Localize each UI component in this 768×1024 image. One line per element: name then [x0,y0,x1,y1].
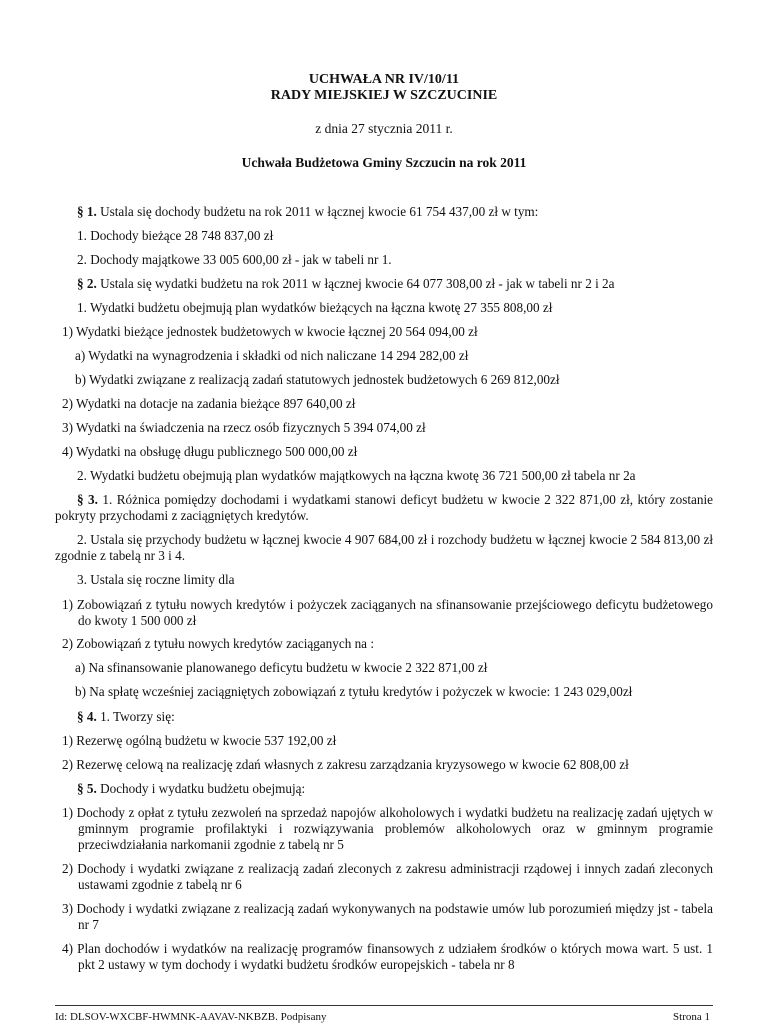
page-number: Strona 1 [673,1011,710,1023]
council-name: RADY MIEJSKIEJ W SZCZUCINIE [270,88,498,103]
section-mark: § 4. [77,709,97,724]
paragraph-text: Dochody i wydatku budżetu obejmują: [100,781,306,796]
list-item: 3) Dochody i wydatki związane z realizacją zadań wykonywanych na podstawie umów lub porozumień między jst - tabela nr 7 [62,901,713,932]
list-item: 1) Zobowiązań z tytułu nowych kredytów i pożyczek zaciąganych na sfinansowanie przejściowego deficytu budżetowego do kwoty 1 500 000 zł [62,597,713,628]
list-item: 4) Plan dochodów i wydatków na realizację programów finansowych z udziałem środków o których mowa wart. 5 ust. 1 pkt 2 ustawy w tym dochody i wydatki budżetu środków europejskich - tabela nr 8 [62,941,713,972]
footer-divider [55,1005,713,1006]
section-mark: § 2. [77,276,97,291]
paragraph-5 [77,781,305,797]
paragraph-4 [77,709,175,725]
paragraph-text: Ustala się wydatki budżetu na rok 2011 w łącznej kwocie 64 077 308,00 zł - jak w tabeli nr 2 i 2a [100,276,615,291]
list-item: 2) Rezerwę celową na realizację zdań własnych z zakresu zarządzania kryzysowego w kwocie 62 808,00 zł [62,757,629,772]
resolution-subtitle: Uchwała Budżetowa Gminy Szczucin na rok 2011 [241,155,527,170]
list-item: 3. Ustala się roczne limity dla [77,572,235,587]
paragraph-text: 2. Ustala się przychody budżetu w łącznej kwocie 4 907 684,00 zł i rozchody budżetu w łącznej kwocie 2 584 813,00 zł zgodnie z tabelą nr 3 i 4. [55,532,713,563]
paragraph-1 [77,204,538,220]
section-mark: § 3. [77,492,98,507]
list-item: 3) Wydatki na świadczenia na rzecz osób fizycznych 5 394 074,00 zł [62,420,426,435]
list-item: 2. Wydatki budżetu obejmują plan wydatków majątkowych na łączna kwotę 36 721 500,00 zł tabela nr 2a [77,468,636,483]
list-item: b) Na spłatę wcześniej zaciągniętych zobowiązań z tytułu kredytów i pożyczek w kwocie: 1 243 029,00zł [75,684,633,699]
list-item: 2) Wydatki na dotacje na zadania bieżące 897 640,00 zł [62,396,356,411]
list-item: a) Wydatki na wynagrodzenia i składki od nich naliczane 14 294 282,00 zł [75,348,469,363]
section-mark: § 5. [77,781,97,796]
section-mark: § 1. [77,204,97,219]
paragraph-text: Ustala się dochody budżetu na rok 2011 w łącznej kwocie 61 754 437,00 zł w tym: [100,204,539,219]
paragraph-2 [77,276,615,292]
list-item: 2. Dochody majątkowe 33 005 600,00 zł - jak w tabeli nr 1. [77,252,392,267]
list-item: 1) Dochody z opłat z tytułu zezwoleń na sprzedaż napojów alkoholowych i wydatki budżetu na realizację zadań ujętych w gminnym programie profilaktyki i rozwiązywania problemów alkoholowych oraz w gminnym programie przeciwdziałania narkomanii zgodnie z tabelą nr 5 [62,805,713,852]
list-item: 2) Zobowiązań z tytułu nowych kredytów zaciąganych na : [62,636,374,651]
list-item: 1) Wydatki bieżące jednostek budżetowych w kwocie łącznej 20 564 094,00 zł [62,324,478,339]
document-id: Id: DLSOV-WXCBF-HWMNK-AAVAV-NKBZB. Podpisany [55,1011,327,1023]
list-item: 2) Dochody i wydatki związane z realizacją zadań zleconych z zakresu administracji rządowej i innych zadań zleconych ustawami zgodnie z tabelą nr 6 [62,861,713,892]
paragraph-text: 1. Różnica pomiędzy dochodami i wydatkami stanowi deficyt budżetu w kwocie 2 322 871,00 zł, który zostanie pokryty przychodami z zaciągniętych kredytów. [55,492,714,523]
list-item: 4) Wydatki na obsługę długu publicznego 500 000,00 zł [62,444,358,459]
paragraph-text: 1. Tworzy się: [100,709,175,724]
list-item: 1. Wydatki budżetu obejmują plan wydatków bieżących na łączna kwotę 27 355 808,00 zł [77,300,553,315]
list-item: a) Na sfinansowanie planowanego deficytu budżetu w kwocie 2 322 871,00 zł [75,660,488,675]
list-item: 1) Rezerwę ogólną budżetu w kwocie 537 192,00 zł [62,733,337,748]
paragraph-3 [55,492,713,524]
list-item: 1. Dochody bieżące 28 748 837,00 zł [77,228,274,243]
list-item: b) Wydatki związane z realizacją zadań statutowych jednostek budżetowych 6 269 812,00zł [75,372,560,387]
resolution-number: UCHWAŁA NR IV/10/11 [308,72,460,87]
resolution-date: z dnia 27 stycznia 2011 r. [315,121,453,136]
